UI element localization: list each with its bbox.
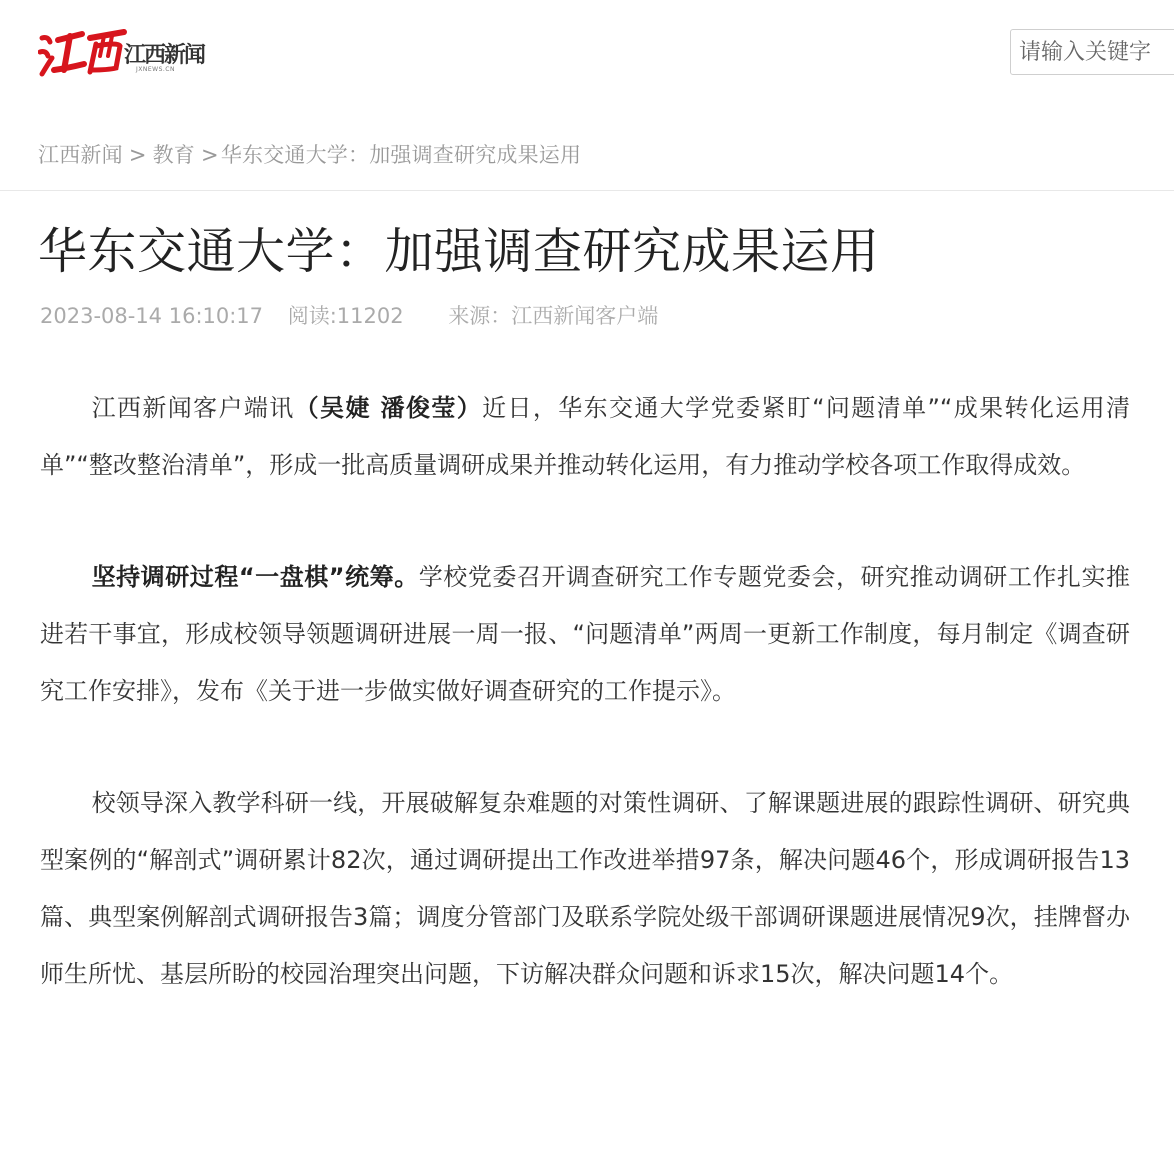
article-paragraph xyxy=(40,549,1130,720)
article-title: 华东交通大学：加强调查研究成果运用 xyxy=(38,223,880,280)
paragraph-text: 近日，华东交通大学党委紧盯“问题清单”“成果转化运用清单”“整改整治清单”，形成一批高质量调研成果并推动转化运用，有力推动学校各项工作取得成效。 xyxy=(40,394,1131,479)
paragraph-heading: 坚持调研过程“一盘棋”统筹。 xyxy=(91,563,419,591)
logo-subtext: JXNEWS.CN xyxy=(136,66,175,73)
paragraph-text: 校领导深入教学科研一线，开展破解复杂难题的对策性调研、了解课题进展的跟踪性调研、研究典型案例的“解剖式”调研累计82次，通过调研提出工作改进举措97条，解决问题46个，形成调研报告13篇、典型案例解剖式调研报告3篇；调度分管部门及联系学院处级干部调研课题进展情况9次，挂牌督办师生所忧、基层所盼的校园治理突出问题，下访解决群众问题和诉求15次，解决问题14个。 xyxy=(40,789,1130,988)
article-paragraph xyxy=(40,380,1130,494)
article-body xyxy=(40,380,1130,1058)
breadcrumb-current: 华东交通大学：加强调查研究成果运用 xyxy=(220,143,582,167)
article-paragraph xyxy=(40,775,1130,1003)
breadcrumb-home-link[interactable]: 江西新闻 xyxy=(38,143,123,167)
article-author: （吴婕 潘俊莹） xyxy=(294,394,483,422)
article-meta xyxy=(40,300,676,330)
logo-wordmark: 江西新闻 xyxy=(124,43,205,68)
breadcrumb xyxy=(38,139,581,169)
paragraph-text: 学校党委召开调查研究工作专题党委会，研究推动调研工作扎实推进若干事宜，形成校领导领题调研进展一周一报、“问题清单”两周一更新工作制度，每月制定《调查研究工作安排》，发布《关于进一步做实做好调查研究的工作提示》。 xyxy=(40,563,1131,705)
header-divider xyxy=(0,190,1174,191)
site-header xyxy=(0,0,1174,110)
breadcrumb-separator: > xyxy=(128,143,147,167)
search-input[interactable] xyxy=(1010,29,1174,75)
paragraph-lead: 江西新闻客户端讯 xyxy=(91,394,295,422)
article-date: 2023-08-14 16:10:17 xyxy=(40,304,264,328)
site-logo[interactable] xyxy=(38,24,205,84)
breadcrumb-separator: > xyxy=(201,143,219,167)
article-read-count: 阅读:11202 xyxy=(287,304,404,328)
article-source: 来源：江西新闻客户端 xyxy=(448,304,659,328)
breadcrumb-section-link[interactable]: 教育 xyxy=(152,143,196,167)
